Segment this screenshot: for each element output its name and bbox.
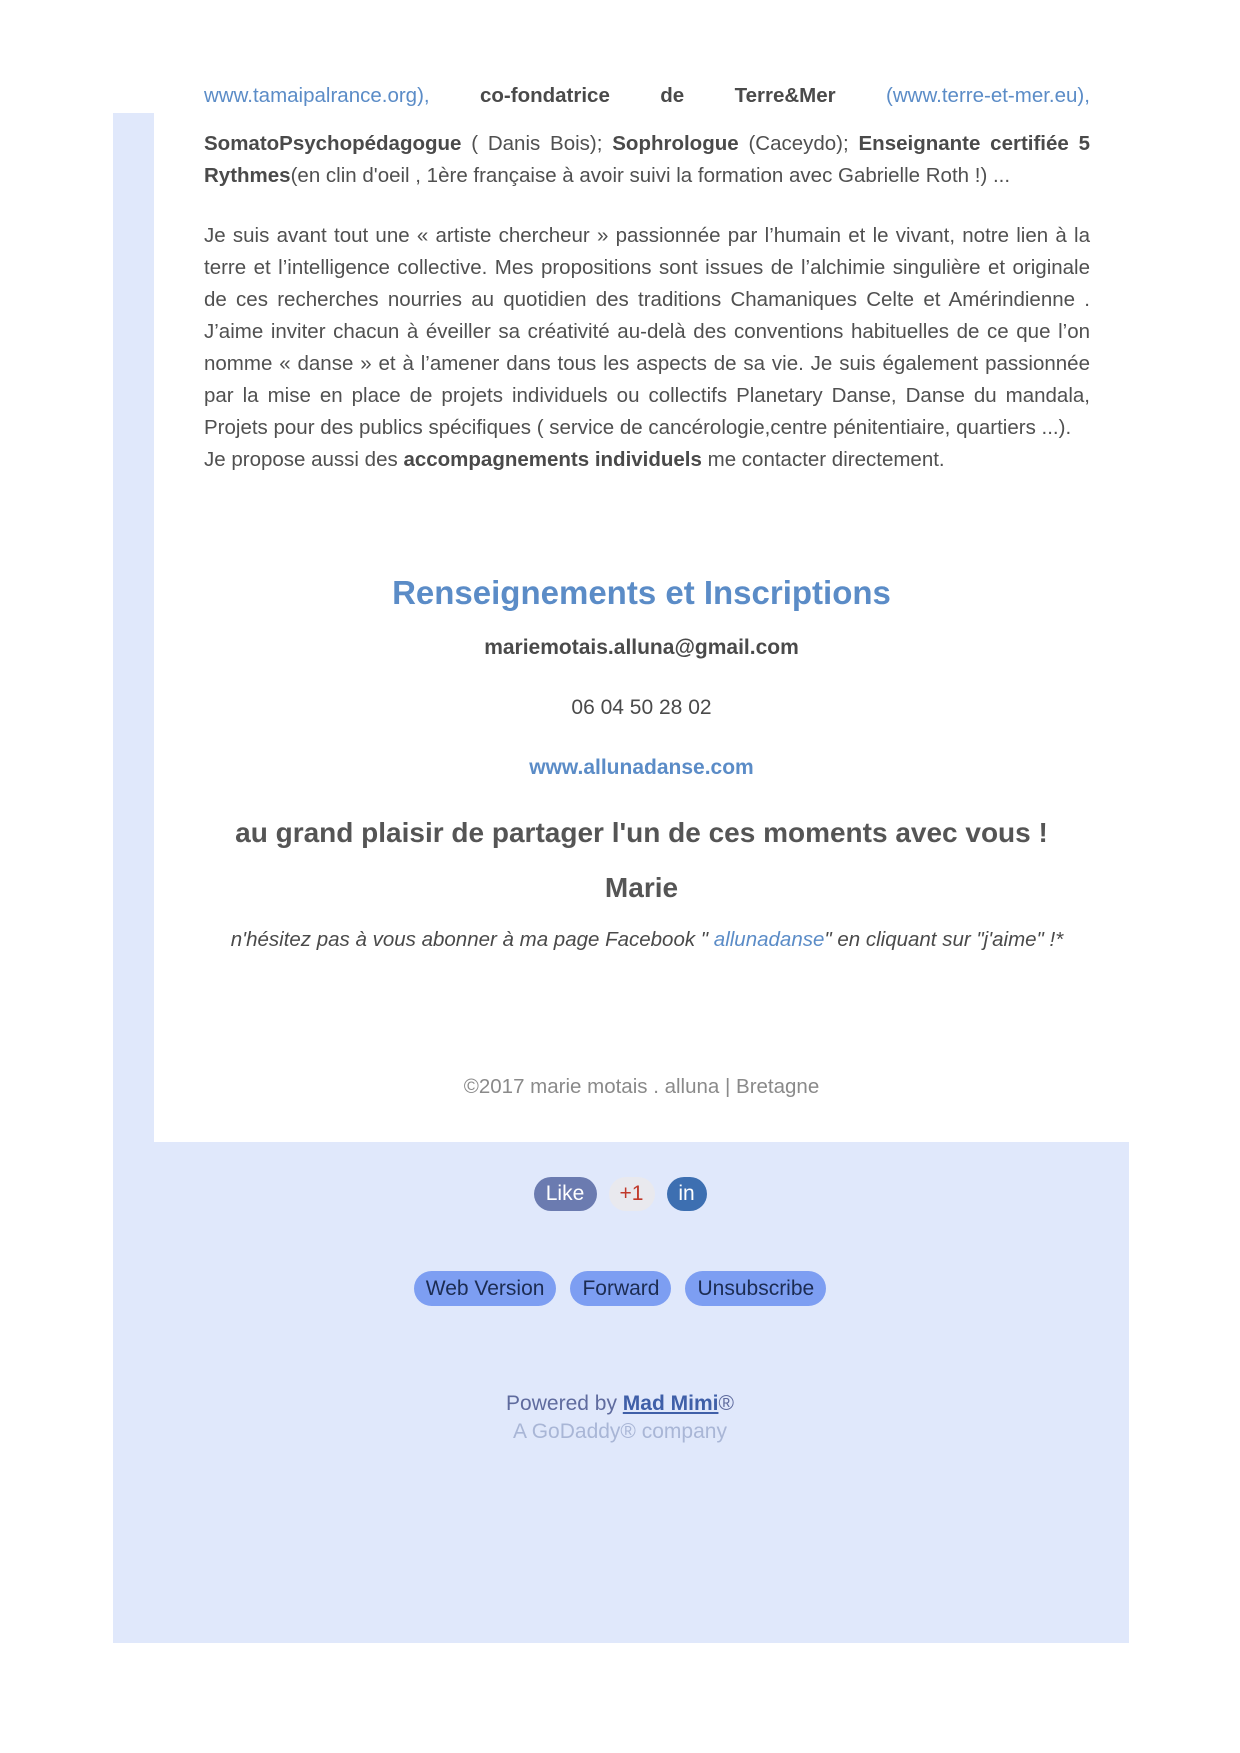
org-text: Terre&Mer (734, 84, 836, 107)
godaddy-company: A GoDaddy® company (513, 1420, 727, 1443)
partial-text-line (204, 84, 1090, 124)
de-text: de (660, 84, 685, 107)
powered-by-text: Powered by (506, 1392, 623, 1415)
social-buttons (0, 1177, 1240, 1211)
facebook-page-link[interactable]: allunadanse (713, 928, 825, 951)
website-link[interactable]: www.allunadanse.com (529, 756, 754, 779)
propose-bold: accompagnements individuels (403, 448, 702, 471)
google-plus-one-button[interactable]: +1 (609, 1177, 655, 1211)
footer-links (0, 1271, 1240, 1306)
powered-by (0, 1390, 1240, 1418)
copyright: ©2017 marie motais . alluna | Bretagne (463, 1075, 820, 1098)
facebook-invite (204, 928, 1090, 952)
signature: Marie (604, 872, 679, 903)
enseignante-detail: (en clin d'oeil , 1ère française à avoir suivi la formation avec Gabrielle Roth !) ... (290, 164, 1011, 187)
registered-mark: ® (718, 1392, 734, 1415)
facebook-like-button[interactable]: Like (534, 1177, 597, 1211)
bio-text: Je suis avant tout une « artiste chercheur » passionnée par l’humain et le vivant, notre lien à la terre et l’intelligence collective. Mes propositions sont issues de l’alchimie singulière et originale de ces recherches nourries au quotidien des traditions Chamaniques Celte et Amérindienne . J’aime inviter chacun à éveiller sa créativité au-delà des conventions habituelles de ce que l’on nomme « danse » et à l’amener dans tous les aspects de sa vie. Je suis également passionnée par la mise en place de projets individuels ou collectifs Planetary Danse, Danse du mandala, Projets pour des publics spécifiques ( service de cancérologie,centre pénitentiaire, quartiers ...). (204, 224, 1090, 439)
terre-et-mer-link[interactable]: (www.terre-et-mer.eu), (886, 84, 1090, 107)
linkedin-button[interactable]: in (667, 1177, 707, 1211)
propose-pre: Je propose aussi des (204, 448, 404, 471)
enseignante-title: Enseignante certifiée 5 Rythmes (204, 132, 1090, 187)
email-address[interactable]: mariemotais.alluna@gmail.com (484, 636, 799, 659)
tamalpa-link[interactable]: www.tamaipalrance.org), (204, 84, 430, 107)
mad-mimi-link[interactable]: Mad Mimi (622, 1392, 719, 1415)
fb-pre: n'hésitez pas à vous abonner à ma page Facebook " (230, 928, 714, 951)
contact-heading: Renseignements et Inscriptions (392, 574, 891, 611)
forward-button[interactable]: Forward (570, 1271, 671, 1306)
propose-post: me contacter directement. (701, 448, 945, 471)
web-version-button[interactable]: Web Version (414, 1271, 557, 1306)
sophro-title: Sophrologue (612, 132, 739, 155)
propose-line (204, 444, 1090, 476)
unsubscribe-button[interactable]: Unsubscribe (685, 1271, 826, 1306)
bio-paragraph-2 (204, 220, 1090, 476)
bio-paragraph-1 (204, 128, 1090, 192)
role-text: co-fondatrice (480, 84, 610, 107)
somato-title: SomatoPsychopédagogue (204, 132, 462, 155)
phone-number: 06 04 50 28 02 (571, 696, 712, 719)
closing-line: au grand plaisir de partager l'un de ces moments avec vous ! (235, 817, 1048, 848)
somato-detail: ( Danis Bois); (461, 132, 613, 155)
fb-post: " en cliquant sur "j'aime" !* (824, 928, 1064, 951)
sophro-detail: (Caceydo); (738, 132, 859, 155)
